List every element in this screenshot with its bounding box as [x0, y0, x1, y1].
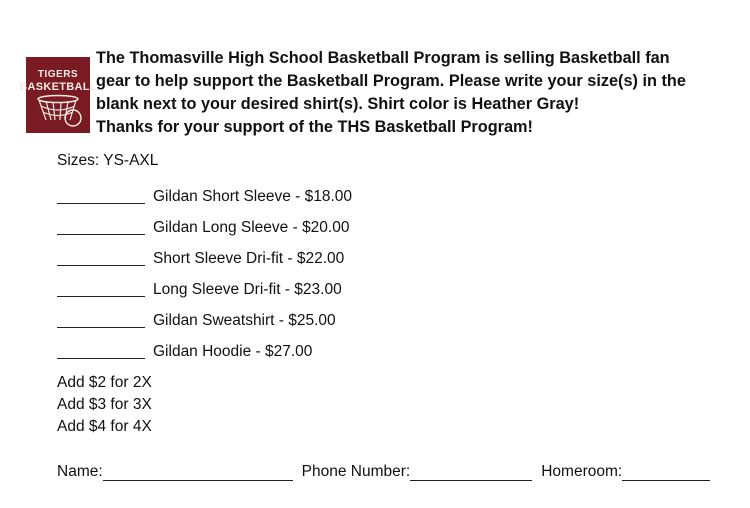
intro-line: Thanks for your support of the THS Basketball Program! — [96, 118, 533, 136]
phone-label: Phone Number: — [301, 463, 411, 480]
shirt-option — [57, 249, 352, 280]
shirt-option-label: Gildan Long Sleeve - $20.00 — [153, 219, 350, 236]
intro-line: blank next to your desired shirt(s). Shirt color is Heather Gray! — [96, 95, 580, 113]
logo-line-1: TIGERS — [37, 69, 79, 80]
contact-fields — [57, 463, 717, 481]
size-blank[interactable] — [57, 187, 145, 204]
intro-line: The Thomasville High School Basketball Program is selling Basketball fan — [96, 49, 670, 67]
shirt-option — [57, 280, 352, 311]
tigers-basketball-logo — [19, 57, 97, 133]
shirt-option-label: Short Sleeve Dri-fit - $22.00 — [153, 250, 345, 267]
size-blank[interactable] — [57, 342, 145, 359]
shirt-option-label: Long Sleeve Dri-fit - $23.00 — [153, 281, 342, 298]
intro-paragraph — [96, 47, 736, 139]
size-blank[interactable] — [57, 218, 145, 235]
phone-field[interactable] — [410, 464, 532, 481]
shirt-option-label: Gildan Short Sleeve - $18.00 — [153, 188, 353, 205]
homeroom-field[interactable] — [622, 464, 710, 481]
size-blank[interactable] — [57, 311, 145, 328]
shirt-option-label: Gildan Sweatshirt - $25.00 — [153, 312, 336, 329]
size-blank[interactable] — [57, 280, 145, 297]
name-label: Name: — [57, 463, 103, 480]
shirt-option — [57, 342, 352, 373]
sizes-label: Sizes: YS-AXL — [57, 152, 159, 169]
shirt-option — [57, 187, 352, 218]
homeroom-label: Homeroom: — [541, 463, 623, 480]
shirt-option — [57, 218, 352, 249]
surcharge-line: Add $2 for 2X — [57, 374, 152, 391]
basketball-net-icon — [33, 94, 83, 124]
size-blank[interactable] — [57, 249, 145, 266]
size-surcharge-list — [57, 372, 152, 438]
shirt-option — [57, 311, 352, 342]
logo-line-2: BASKETBALL — [19, 81, 97, 93]
shirt-list — [57, 187, 352, 373]
intro-line: gear to help support the Basketball Program. Please write your size(s) in the — [96, 72, 686, 90]
shirt-option-label: Gildan Hoodie - $27.00 — [153, 343, 313, 360]
surcharge-line: Add $4 for 4X — [57, 418, 152, 435]
surcharge-line: Add $3 for 3X — [57, 396, 152, 413]
name-field[interactable] — [103, 464, 293, 481]
